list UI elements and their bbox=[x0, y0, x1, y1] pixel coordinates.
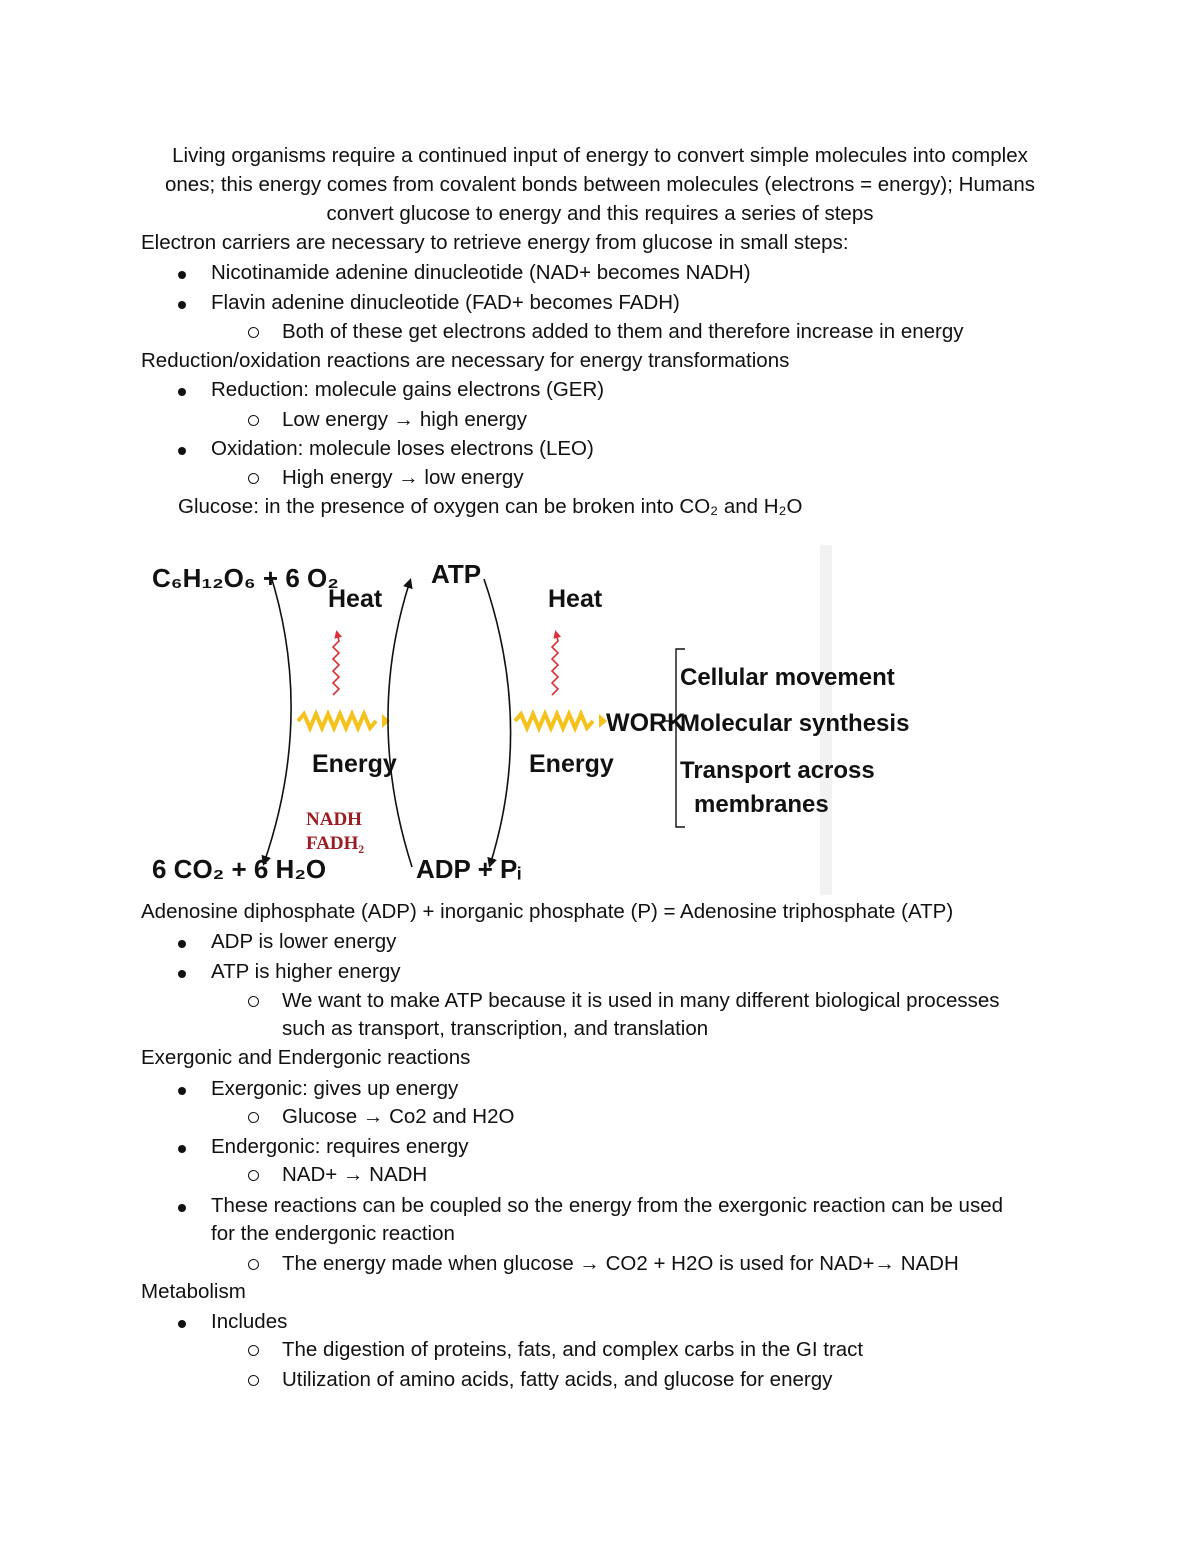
bullet-icon bbox=[178, 259, 186, 287]
coupled-sub: The energy made when glucose → CO2 + H2O is used for NAD+→ NADH bbox=[282, 1252, 959, 1275]
oxidation-item: Oxidation: molecule loses electrons (LEO) bbox=[211, 437, 594, 460]
bullet-icon bbox=[178, 928, 186, 956]
atp-heading: Adenosine diphosphate (ADP) + inorganic phosphate (P) = Adenosine triphosphate (ATP) bbox=[141, 900, 954, 923]
adp-label: ADP + Pᵢ bbox=[416, 854, 522, 884]
metabolism-sub-2: Utilization of amino acids, fatty acids, and glucose for energy bbox=[282, 1368, 833, 1391]
carriers-heading: Electron carriers are necessary to retrieve energy from glucose in small steps: bbox=[141, 231, 849, 254]
intro-line-3: convert glucose to energy and this requires a series of steps bbox=[326, 202, 874, 225]
bullet-icon bbox=[178, 1192, 186, 1220]
oxidation-sub: High energy → low energy bbox=[282, 466, 524, 489]
bullet-icon bbox=[178, 1075, 186, 1103]
reactants-label: C₆H₁₂O₆ + 6 O₂ bbox=[152, 563, 339, 593]
carrier-nad: Nicotinamide adenine dinucleotide (NAD+ becomes NADH) bbox=[211, 261, 751, 284]
bullet-icon bbox=[178, 376, 186, 404]
sub-bullet-icon bbox=[248, 987, 259, 1015]
energy-cycle-figure bbox=[140, 545, 910, 895]
products-label: 6 CO₂ + 6 H₂O bbox=[152, 854, 327, 884]
glucose-line: Glucose: in the presence of oxygen can be broken into CO₂ and H₂O bbox=[178, 495, 803, 518]
work-item: membranes bbox=[694, 791, 829, 818]
coupled-line-1: These reactions can be coupled so the energy from the exergonic reaction can be used bbox=[211, 1194, 1004, 1217]
reduction-sub: Low energy → high energy bbox=[282, 408, 528, 431]
metabolism-heading: Metabolism bbox=[141, 1280, 246, 1303]
coupled-line-2: for the endergonic reaction bbox=[211, 1222, 455, 1245]
fadh-label: FADH₂ bbox=[306, 833, 365, 854]
carrier-sub: Both of these get electrons added to them and therefore increase in energy bbox=[282, 320, 964, 343]
sub-bullet-icon bbox=[248, 1250, 259, 1278]
nadh-label: NADH bbox=[306, 809, 362, 830]
intro-line-2: ones; this energy comes from covalent bonds between molecules (electrons = energy); Humans bbox=[165, 173, 1035, 196]
reduction-item: Reduction: molecule gains electrons (GER) bbox=[211, 378, 605, 401]
work-item: Cellular movement bbox=[680, 664, 895, 691]
atp-label: ATP bbox=[431, 559, 482, 589]
bullet-icon bbox=[178, 289, 186, 317]
carrier-fad: Flavin adenine dinucleotide (FAD+ becomes FADH) bbox=[211, 291, 680, 314]
exergonic-sub: Glucose → Co2 and H2O bbox=[282, 1105, 515, 1128]
heat-label-1: Heat bbox=[328, 585, 383, 613]
endergonic-sub: NAD+ → NADH bbox=[282, 1163, 428, 1186]
work-label: WORK bbox=[606, 709, 686, 737]
atp-sub-line-2: such as transport, transcription, and translation bbox=[282, 1017, 709, 1040]
heat-label-2: Heat bbox=[548, 585, 603, 613]
sub-bullet-icon bbox=[248, 1366, 259, 1394]
bullet-icon bbox=[178, 1308, 186, 1336]
metabolism-item: Includes bbox=[211, 1310, 288, 1333]
sub-bullet-icon bbox=[248, 406, 259, 434]
energy-label-2: Energy bbox=[529, 750, 614, 778]
sub-bullet-icon bbox=[248, 1161, 259, 1189]
atp-sub-line-1: We want to make ATP because it is used in many different biological processes bbox=[282, 989, 1000, 1012]
bullet-icon bbox=[178, 1133, 186, 1161]
redox-heading: Reduction/oxidation reactions are necessary for energy transformations bbox=[141, 349, 790, 372]
bullet-icon bbox=[178, 958, 186, 986]
metabolism-sub-1: The digestion of proteins, fats, and complex carbs in the GI tract bbox=[282, 1338, 864, 1361]
exergonic-item: Exergonic: gives up energy bbox=[211, 1077, 459, 1100]
exo-heading: Exergonic and Endergonic reactions bbox=[141, 1046, 471, 1069]
intro-line-1: Living organisms require a continued input of energy to convert simple molecules into complex bbox=[172, 144, 1028, 167]
work-item: Molecular synthesis bbox=[680, 710, 910, 737]
endergonic-item: Endergonic: requires energy bbox=[211, 1135, 469, 1158]
sub-bullet-icon bbox=[248, 1336, 259, 1364]
atp-item: ATP is higher energy bbox=[211, 960, 401, 983]
energy-label-1: Energy bbox=[312, 750, 397, 778]
sub-bullet-icon bbox=[248, 464, 259, 492]
bullet-icon bbox=[178, 435, 186, 463]
sub-bullet-icon bbox=[248, 1103, 259, 1131]
sub-bullet-icon bbox=[248, 318, 259, 346]
adp-item: ADP is lower energy bbox=[211, 930, 397, 953]
work-item: Transport across bbox=[680, 757, 875, 784]
